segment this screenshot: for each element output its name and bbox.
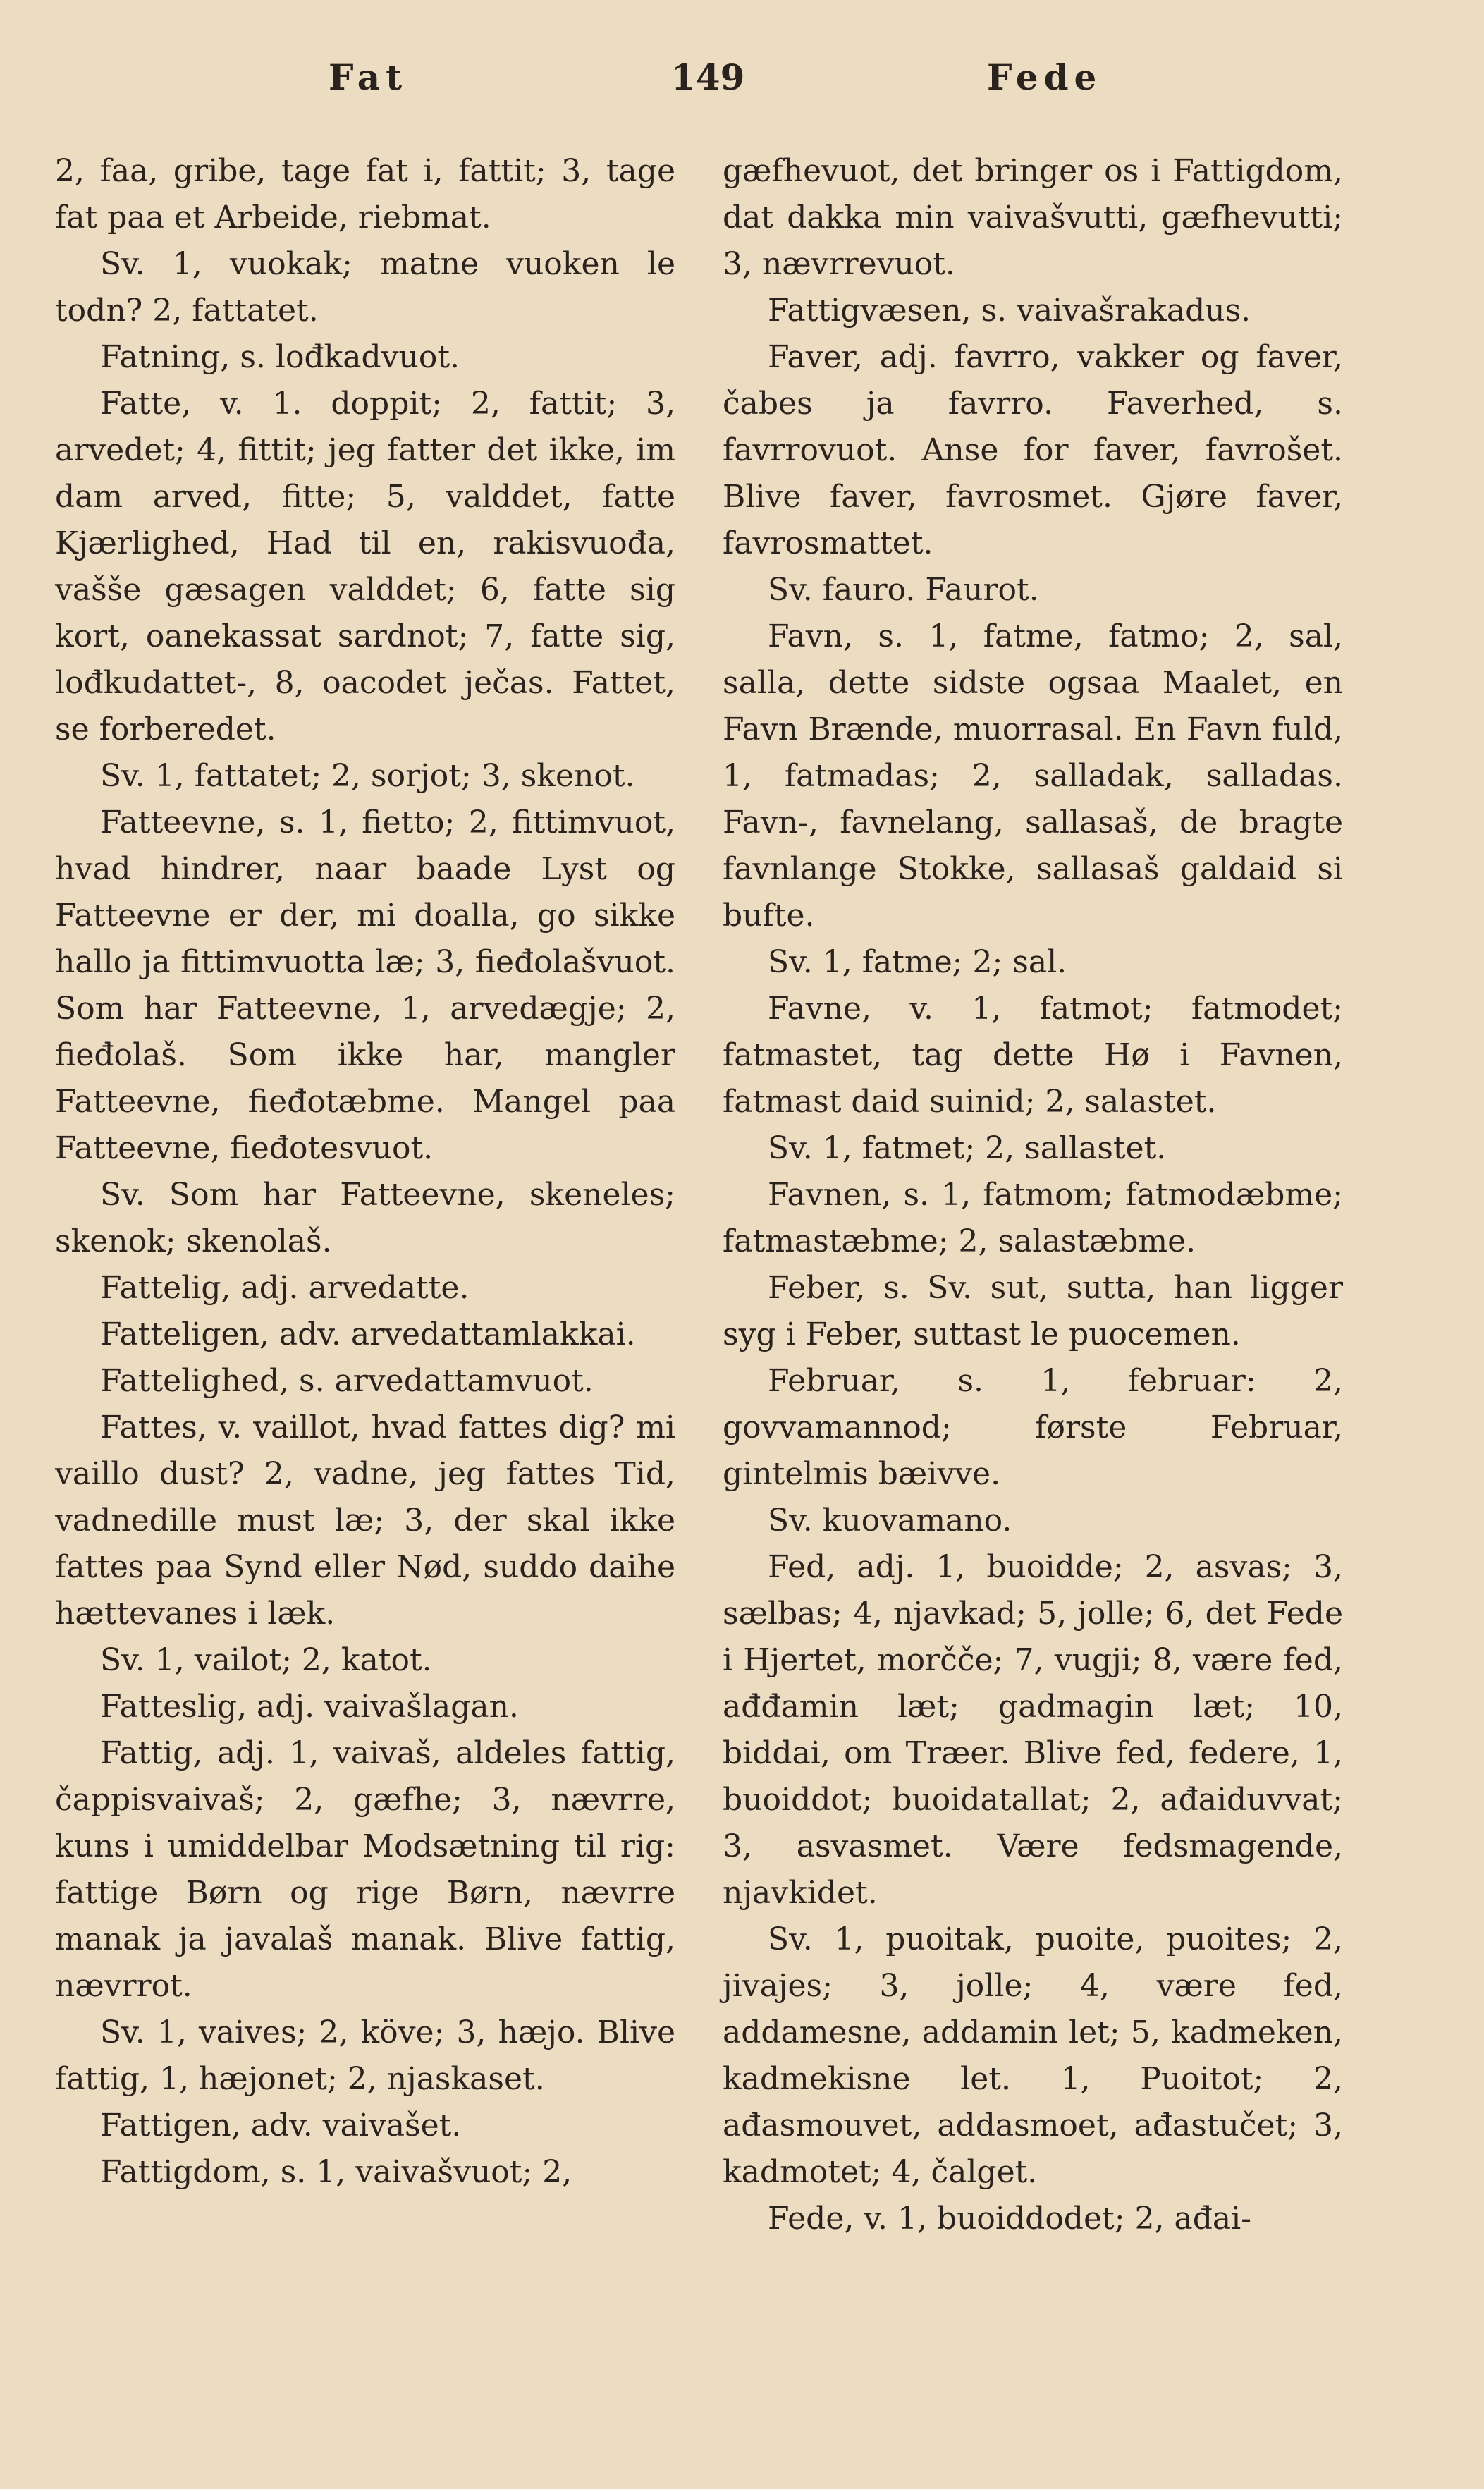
entry-text: Fattigvæsen, s. vaivašrakadus. [768,293,1251,329]
entry-text: Fatteslig, adj. vaivašlagan. [100,1689,519,1725]
entry-text: Fatteevne, s. 1, fietto; 2, fittimvuot, hvad hindrer, naar baade Lyst og Fatteevne er der, mi doalla, go sikke hallo ja fittimvuotta læ; 3, fieđolašvuot. Som har Fatteevne, 1, arvedægje; 2, fieđolaš. Som ikke har, mangler Fatteevne, fieđotæbme. Mangel paa Fatteevne, fieđotesvuot. [55,805,675,1166]
entry-text: Sv. 1, fatmet; 2, sallastet. [768,1130,1167,1166]
right-column [723,148,1343,2242]
page-header [0,56,1484,127]
entry-text: Februar, s. 1, februar: 2, govvamannod; første Februar, gintelmis bæivve. [723,1363,1343,1492]
entry-text: Favne, v. 1, fatmot; fatmodet; fatmastet, tag dette Hø i Favnen, fatmast daid suinid; 2, salastet. [723,991,1343,1120]
entry-text: Fatte, v. 1. doppit; 2, fattit; 3, arvedet; 4, fittit; jeg fatter det ikke, im dam arved, fitte; 5, valddet, fatte Kjærlighed, Had til en, rakisvuođa, vaššе gæsagen valddet; 6, fatte sig kort, oanekassat sardnot; 7, fatte sig, lođkudattet-, 8, oacodet ječas. Fattet, se forberedet. [55,386,675,747]
header-right-guide-word: Fede [987,56,1103,98]
entry-text: Fatteligen, adv. arvedattamlakkai. [100,1316,636,1352]
entry-text: Fattig, adj. 1, vaivaš, aldeles fattig, čappisvaivaš; 2, gæfhe; 3, nævrre, kuns i umiddelbar Modsætning til rig: fattige Børn og rige Børn, nævrre manak ja javalaš manak. Blive fattig, nævrrot. [55,1735,675,2004]
header-left-guide-word: Fat [329,56,408,98]
entry-text: Sv. 1, vailot; 2, katot. [100,1642,432,1678]
entry-text: Sv. 1, fattatet; 2, sorjot; 3, skenot. [100,758,635,794]
entry-text: gæfhevuot, det bringer os i Fattigdom, dat dakka min vaivašvutti, gæfhevutti; 3, nævrrevuot. [723,153,1343,282]
left-column [55,148,675,2196]
entry-text: Sv. 1, puoitak, puoite, puoites; 2, jivajes; 3, jolle; 4, være fed, addamesne, addamin let; 5, kadmeken, kadmekisne let. 1, Puoitot; 2, ađasmouvet, addasmoet, ađastučet; 3, kadmotet; 4, čalget. [723,1921,1343,2190]
entry-text: Feber, s. Sv. sut, sutta, han ligger syg i Feber, suttast le puocemen. [723,1270,1343,1352]
entry-text: Sv. 1, vaives; 2, köve; 3, hæjo. Blive fattig, 1, hæjonet; 2, njaskaset. [55,2014,675,2097]
entry-text: Sv. fauro. Faurot. [768,572,1039,608]
entry-text: Favnen, s. 1, fatmom; fatmodæbme; fatmastæbme; 2, salastæbme. [723,1177,1343,1259]
entry-text: Fattelig, adj. arvedatte. [100,1270,470,1306]
page-number: 149 [671,56,745,98]
entry-text: 2, faa, gribe, tage fat i, fattit; 3, tage fat paa et Arbeide, riebmat. [55,153,675,236]
entry-text: Sv. kuovamano. [768,1503,1012,1539]
entry-text: Fede, v. 1, buoiddodet; 2, ađai- [768,2201,1252,2237]
entry-text: Fattelighed, s. arvedattamvuot. [100,1363,594,1399]
entry-text: Sv. 1, vuokak; matne vuoken le todn? 2, fattatet. [55,246,675,329]
entry-text: Fed, adj. 1, buoidde; 2, asvas; 3, sælbas; 4, njavkad; 5, jolle; 6, det Fede i Hjertet, morčče; 7, vugji; 8, være fed, ađđamin læt; gadmagin læt; 10, biddai, om Træer. Blive fed, federe, 1, buoiddot; buoidatallat; 2, ađaiduvvat; 3, asvasmet. Være fedsmagende, njavkidet. [723,1549,1343,1911]
entry-text: Sv. 1, fatme; 2; sal. [768,944,1067,980]
entry-text: Sv. Som har Fatteevne, skeneles; skenok; skenolaš. [55,1177,675,1259]
entry-text: Favn, s. 1, fatme, fatmo; 2, sal, salla, dette sidste ogsaa Maalet, en Favn Brænde, muorrasal. En Favn fuld, 1, fatmadas; 2, salladak, salladas. Favn-, favnelang, sallasaš, de bragte favnlange Stokke, sallasaš galdaid si bufte. [723,618,1343,934]
entry-text: Fattigdom, s. 1, vaivašvuot; 2, [100,2154,572,2190]
entry-text: Fatning, s. lođkadvuot. [100,339,460,375]
entry-text: Fattes, v. vaillot, hvad fattes dig? mi vaillo dust? 2, vadne, jeg fattes Tid, vadnedille must læ; 3, der skal ikke fattes paa Synd eller Nød, suddo daihe hættevanes i læk. [55,1409,675,1632]
entry-text: Faver, adj. favrro, vakker og faver, čabes ja favrro. Faverhed, s. favrrovuot. Anse for faver, favrošet. Blive faver, favrosmet. Gjøre faver, favrosmattet. [723,339,1343,561]
entry-text: Fattigen, adv. vaivašet. [100,2108,462,2144]
